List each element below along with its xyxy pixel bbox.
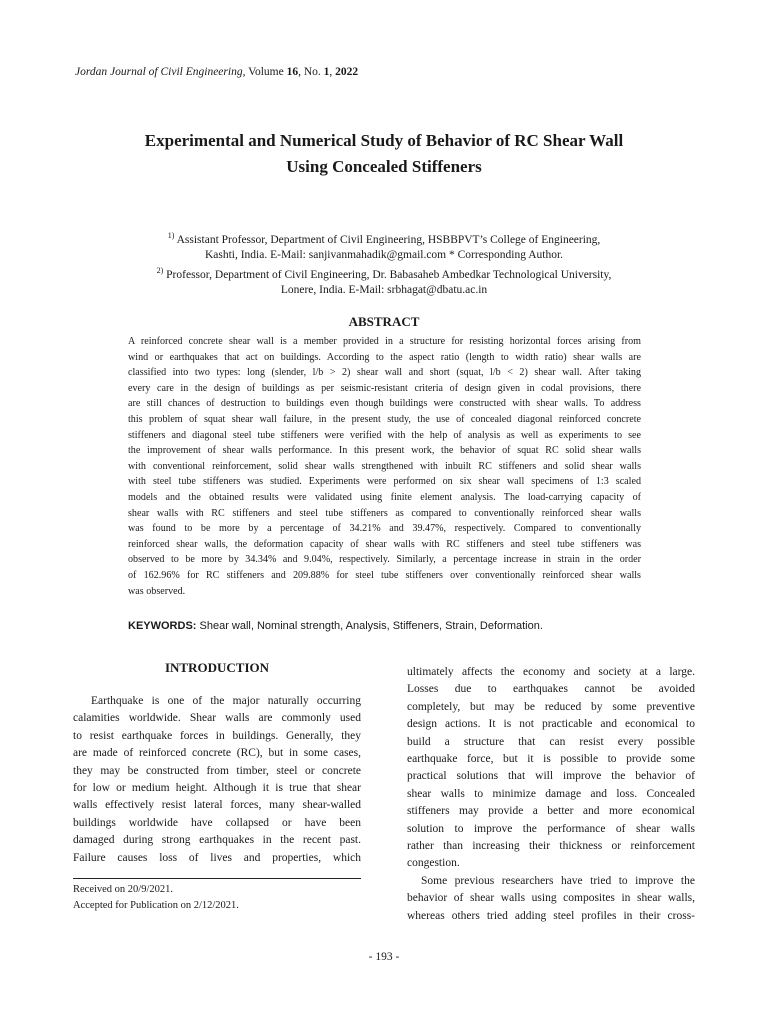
introduction-heading: INTRODUCTION [164, 660, 269, 675]
body-line: buildings worldwide have collapsed or have been [73, 816, 361, 829]
keywords [128, 620, 543, 632]
volume-label: Volume [245, 66, 287, 78]
body-line: for low or medium height. Although it is true that shear [73, 782, 361, 795]
paper-title [0, 128, 768, 180]
body-line: damaged during strong earthquakes in the recent past. [73, 834, 361, 847]
affiliation-line: Kashti, India. E-Mail: sanjivanmahadik@gmail.com * Corresponding Author. [204, 248, 564, 261]
abstract-line: of 162.96% for RC stiffeners and 209.88% for steel tube stiffeners over conventionally reinforced shear walls [128, 569, 641, 581]
title-line: Using Concealed Stiffeners [286, 157, 482, 176]
title-line: Experimental and Numerical Study of Behavior of RC Shear Wall [144, 131, 624, 150]
body-line: ultimately affects the economy and society at a large. [407, 666, 695, 678]
affiliation-text: Professor, Department of Civil Engineering, Dr. Babasaheb Ambedkar Technological University, [163, 268, 612, 281]
affiliation-line [120, 228, 648, 248]
body-line: Some previous researchers have tried to improve the [421, 874, 695, 887]
abstract-line: wind or earthquakes that act on buildings. According to the aspect ratio (length to width ratio) shear walls are [128, 351, 641, 363]
affiliations [120, 228, 648, 298]
year-separator: , [329, 66, 336, 78]
introduction-right-column [407, 664, 695, 925]
volume-number: 16 [286, 66, 299, 78]
affiliation-marker: 1) [167, 231, 175, 240]
keywords-text: Shear wall, Nominal strength, Analysis, Stiffeners, Strain, Deformation. [196, 620, 543, 632]
accepted-date: Accepted for Publication on 2/12/2021. [73, 900, 239, 911]
body-line: walls effectively resist lateral forces, many shear-walled [73, 799, 361, 812]
publication-dates [73, 882, 239, 914]
affiliation-text: Assistant Professor, Department of Civil Engineering, HSBBPVT’s College of Engineering, [174, 233, 601, 246]
body-line: calamities worldwide. Shear walls are commonly used [73, 712, 361, 725]
abstract-line: was found to be more by a percentage of 34.21% and 39.47%, respectively. Compared to conventionally [128, 523, 641, 535]
affiliation-line: Lonere, India. E-Mail: srbhagat@dbatu.ac.in [280, 283, 488, 296]
body-line: shear walls to minimize damage and loss. Concealed [407, 787, 695, 800]
abstract-line: this problem of squat shear wall failure, in the present study, the use of concealed diagonal reinforced concrete [128, 413, 641, 425]
body-line: stiffeners may provide a better and more economical [407, 805, 695, 818]
introduction-left-column [73, 693, 361, 867]
abstract-line: are still chances of destruction to buildings even though buildings were constructed with shear walls. To address [128, 398, 641, 410]
abstract-line: every care in the design of buildings as per seismic-resistant criteria of design given in codal provisions, there [128, 382, 641, 394]
abstract-line: classified into two types: long (slender, l/b > 2) shear wall and short (squat, l/b < 2) shear wall. After taking [128, 367, 641, 379]
body-line: Failure causes loss of lives and properties, which [73, 851, 361, 864]
body-line: to resist earthquake forces in buildings. Generally, they [73, 729, 361, 742]
abstract-line: A reinforced concrete shear wall is a member provided in a structure for resisting horizontal forces arising from [128, 336, 641, 347]
body-line: build a structure that can resist every possible [407, 735, 695, 748]
affiliation-marker: 2) [156, 265, 164, 275]
journal-header [75, 66, 358, 78]
abstract-heading: ABSTRACT [348, 314, 420, 329]
abstract-line: models and the obtained results were validated using finite element analysis. The load-carrying capacity of [128, 491, 641, 503]
body-line: they may be constructed from timber, steel or concrete [73, 764, 361, 777]
page-number: - 193 - [368, 951, 400, 963]
body-line: practical solutions that will improve the behavior of [407, 770, 695, 783]
body-line: solution to improve the performance of shear walls [407, 822, 695, 835]
body-line: are made of reinforced concrete (RC), but in some cases, [73, 747, 361, 760]
body-line: design actions. It is not practicable and economical to [407, 718, 695, 731]
body-line: completely, but may be reduced by some preventive [407, 700, 695, 713]
abstract-line: was observed. [128, 585, 186, 597]
year: 2022 [335, 66, 359, 78]
abstract-line: with conventional reinforcement, solid shear walls strengthened with inbuilt RC stiffeners and solid shear walls [128, 460, 641, 472]
affiliation-line [120, 263, 648, 283]
body-line: Losses due to earthquakes cannot be avoided [407, 683, 695, 696]
abstract-line: observed to be more by 34.34% and 9.04%, respectively. Similarly, a percentage increase in strain in the order [128, 554, 641, 566]
abstract-line: reinforced shear walls, the deformation capacity of shear walls with RC stiffeners and steel tube stiffeners was [128, 538, 641, 550]
issue-number: 1 [323, 66, 330, 78]
issue-label: , No. [298, 66, 324, 78]
received-date: Received on 20/9/2021. [73, 884, 174, 895]
abstract-line: the improvement of shear walls performance. In this present work, the behavior of squat RC solid shear walls [128, 445, 641, 457]
body-line: earthquake force, but it is possible to provide some [407, 753, 695, 766]
body-line: rather than increasing their thickness or reinforcement [407, 840, 695, 853]
abstract-line: stiffeners and diagonal steel tube stiffeners were verified with the help of analysis as well as experiments to see [128, 429, 641, 441]
keywords-label: KEYWORDS: [128, 620, 197, 632]
abstract-body [128, 334, 641, 599]
abstract-line: with steel tube stiffeners was studied. Experiments were performed on six shear wall specimens of 1:3 scaled [128, 476, 641, 488]
footnote-divider [73, 878, 361, 879]
journal-name: Jordan Journal of Civil Engineering, [75, 66, 246, 78]
body-line: whereas others tried adding steel profiles in their cross- [407, 909, 695, 922]
abstract-line: shear walls with RC stiffeners and steel tube stiffeners as compared to conventionally reinforced shear walls [128, 507, 641, 519]
body-line: behavior of shear walls using composites in shear walls, [407, 892, 695, 905]
body-line: Earthquake is one of the major naturally occurring [91, 695, 361, 707]
body-line: congestion. [407, 857, 460, 870]
